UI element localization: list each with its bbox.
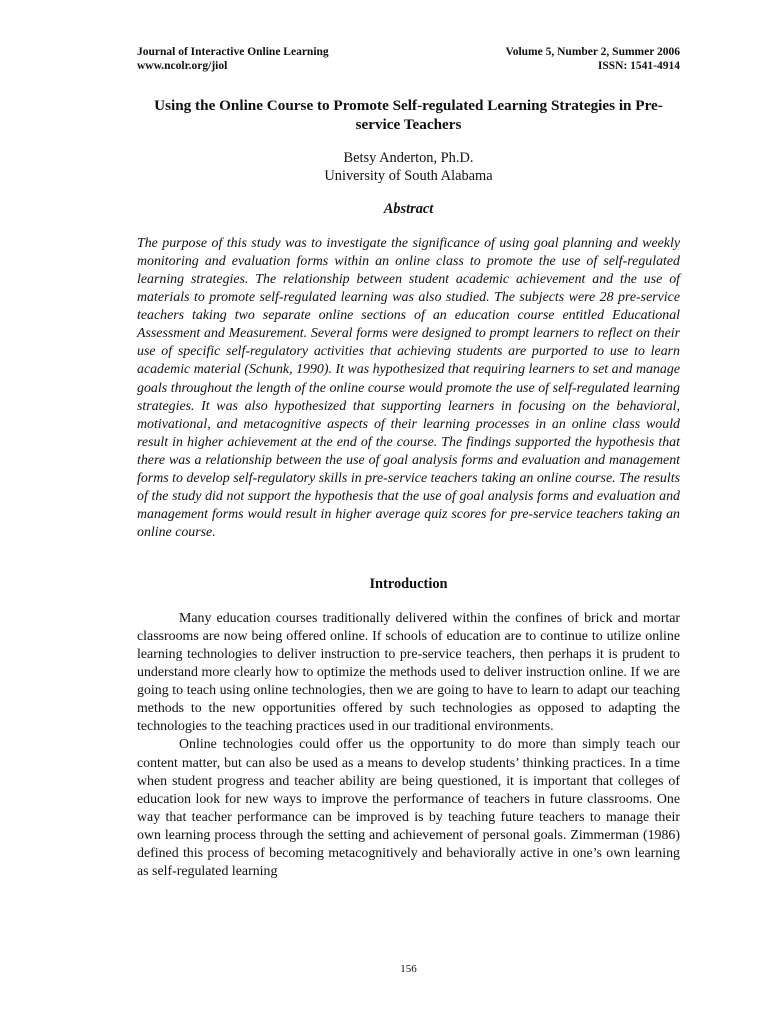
author-block — [137, 149, 680, 185]
journal-issn: ISSN: 1541-4914 — [597, 60, 680, 72]
paper-title: Using the Online Course to Promote Self-regulated Learning Strategies in Pre-service Teachers — [154, 97, 663, 133]
introduction-body — [137, 610, 680, 881]
journal-volume: Volume 5, Number 2, Summer 2006 — [505, 46, 680, 58]
body-paragraph: Online technologies could offer us the opportunity to do more than simply teach our content matter, but can also be used as a means to develop students’ thinking practices. In a time when student progress and teacher ability are being questioned, it is important that colleges of education look for new ways to improve the performance of teachers in future classrooms. One way that teacher performance can be improved is by teaching future teachers to manage their own learning process through the setting and achievement of personal goals. Zimmerman (1986) defined this process of becoming metacognitively and behaviorally active in one’s own learning as self-regulated learning — [137, 737, 680, 879]
page-number: 156 — [400, 963, 417, 975]
header-row-1 — [137, 45, 680, 59]
abstract-heading: Abstract — [383, 201, 434, 217]
abstract-text: The purpose of this study was to investigate the significance of using goal planning and weekly monitoring and evaluation forms within an online class to promote the use of self-regulated learning strategies. The relationship between student academic achievement and the use of materials to promote self-regulated learning was also studied. The subjects were 28 pre-service teachers taking two separate online sections of an education course entitled Educational Assessment and Measurement. Several forms were designed to prompt learners to reflect on their use of specific self-regulatory activities that achieving students are purported to use to learn academic material (Schunk, 1990). It was hypothesized that requiring learners to set and manage goals throughout the length of the online course would promote the use of self-regulated learning strategies. It was also hypothesized that supporting learners in focusing on the behavioral, motivational, and metacognitive aspects of their learning processes in an online class would result in higher achievement at the end of the course. The findings supported the hypothesis that there was a relationship between the use of goal analysis forms and evaluation and management forms to develop self-regulatory skills in pre-service teachers taking an online course. The results of the study did not support the hypothesis that the use of goal analysis forms and evaluation and management forms would result in higher average quiz scores for pre-service teachers taking an online course. — [137, 236, 680, 540]
running-header — [137, 45, 680, 73]
journal-url: www.ncolr.org/jiol — [137, 60, 228, 72]
author-affiliation: University of South Alabama — [324, 168, 493, 184]
author-name: Betsy Anderton, Ph.D. — [343, 150, 474, 166]
body-paragraph: Many education courses traditionally delivered within the confines of brick and mortar classrooms are now being offered online. If schools of education are to continue to utilize online learning technologies to deliver instruction to pre-service teachers, then perhaps it is prudent to understand more clearly how to optimize the methods used to deliver instruction online. If we are going to teach using online technologies, then we are going to have to learn to adapt our teaching methods to the new opportunities offered by such technologies as opposed to adapting the technologies to the teaching practices used in our traditional environments. — [137, 611, 680, 735]
introduction-heading: Introduction — [369, 576, 448, 592]
journal-name: Journal of Interactive Online Learning — [137, 46, 329, 58]
header-row-2 — [137, 59, 680, 73]
